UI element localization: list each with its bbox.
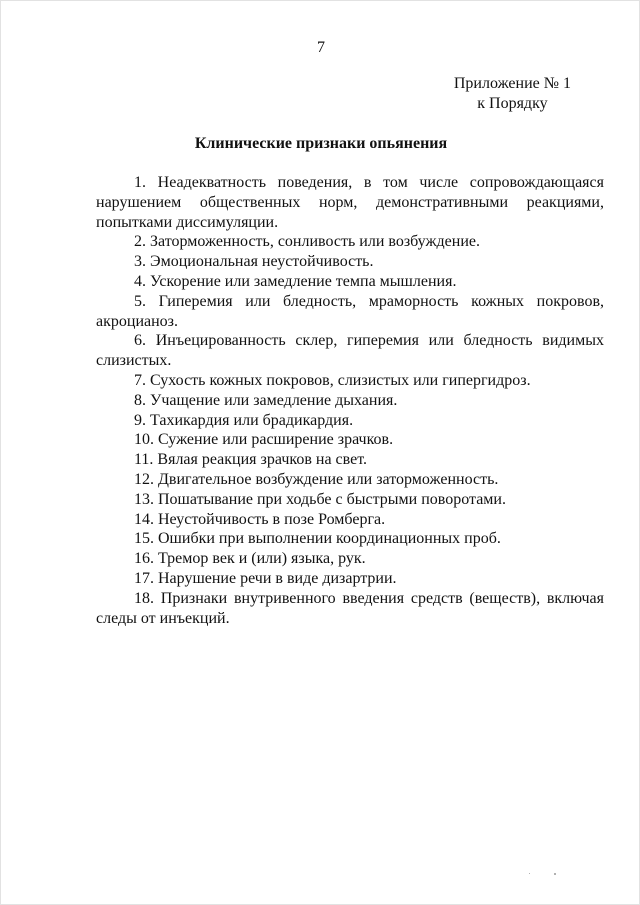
annex-line-1: Приложение № 1	[453, 75, 571, 92]
list-item-18: 18. Признаки внутривенного введения средств (веществ), включая следы от инъекций.	[96, 589, 604, 627]
page-number: 7	[317, 39, 325, 56]
list-item-13: 13. Пошатывание при ходьбе с быстрыми поворотами.	[134, 490, 506, 508]
list-item-6: 6. Инъецированность склер, гиперемия или бледность видимых слизистых.	[96, 332, 604, 370]
signs-list	[96, 173, 604, 628]
list-item-1: 1. Неадекватность поведения, в том числе сопровождающаяся нарушением общественных норм, демонстративными реакциями, попытками диссимуляции.	[96, 174, 604, 231]
list-item-2: 2. Заторможенность, сонливость или возбуждение.	[134, 233, 480, 251]
list-item-5: 5. Гиперемия или бледность, мраморность кожных покровов, акроцианоз.	[96, 292, 604, 330]
scan-speck	[554, 873, 556, 875]
scan-speck	[529, 873, 530, 874]
list-item-7: 7. Сухость кожных покровов, слизистых или гипергидроз.	[134, 371, 531, 389]
list-item-12: 12. Двигательное возбуждение или заторможенность.	[134, 470, 499, 488]
list-item-16: 16. Тремор век и (или) языка, рук.	[134, 550, 366, 568]
annex-header	[454, 74, 571, 113]
list-item-4: 4. Ускорение или замедление темпа мышления.	[134, 272, 457, 290]
list-item-14: 14. Неустойчивость в позе Ромберга.	[134, 510, 386, 528]
list-item-3: 3. Эмоциональная неустойчивость.	[134, 253, 374, 271]
list-item-8: 8. Учащение или замедление дыхания.	[134, 391, 398, 409]
list-item-11: 11. Вялая реакция зрачков на свет.	[134, 451, 367, 469]
document-title: Клинические признаки опьянения	[194, 135, 448, 152]
list-item-10: 10. Сужение или расширение зрачков.	[134, 431, 394, 449]
annex-line-2: к Порядку	[477, 94, 548, 112]
list-item-17: 17. Нарушение речи в виде дизартрии.	[134, 569, 397, 587]
list-item-9: 9. Тахикардия или брадикардия.	[134, 411, 354, 429]
list-item-15: 15. Ошибки при выполнении координационных проб.	[134, 530, 501, 548]
